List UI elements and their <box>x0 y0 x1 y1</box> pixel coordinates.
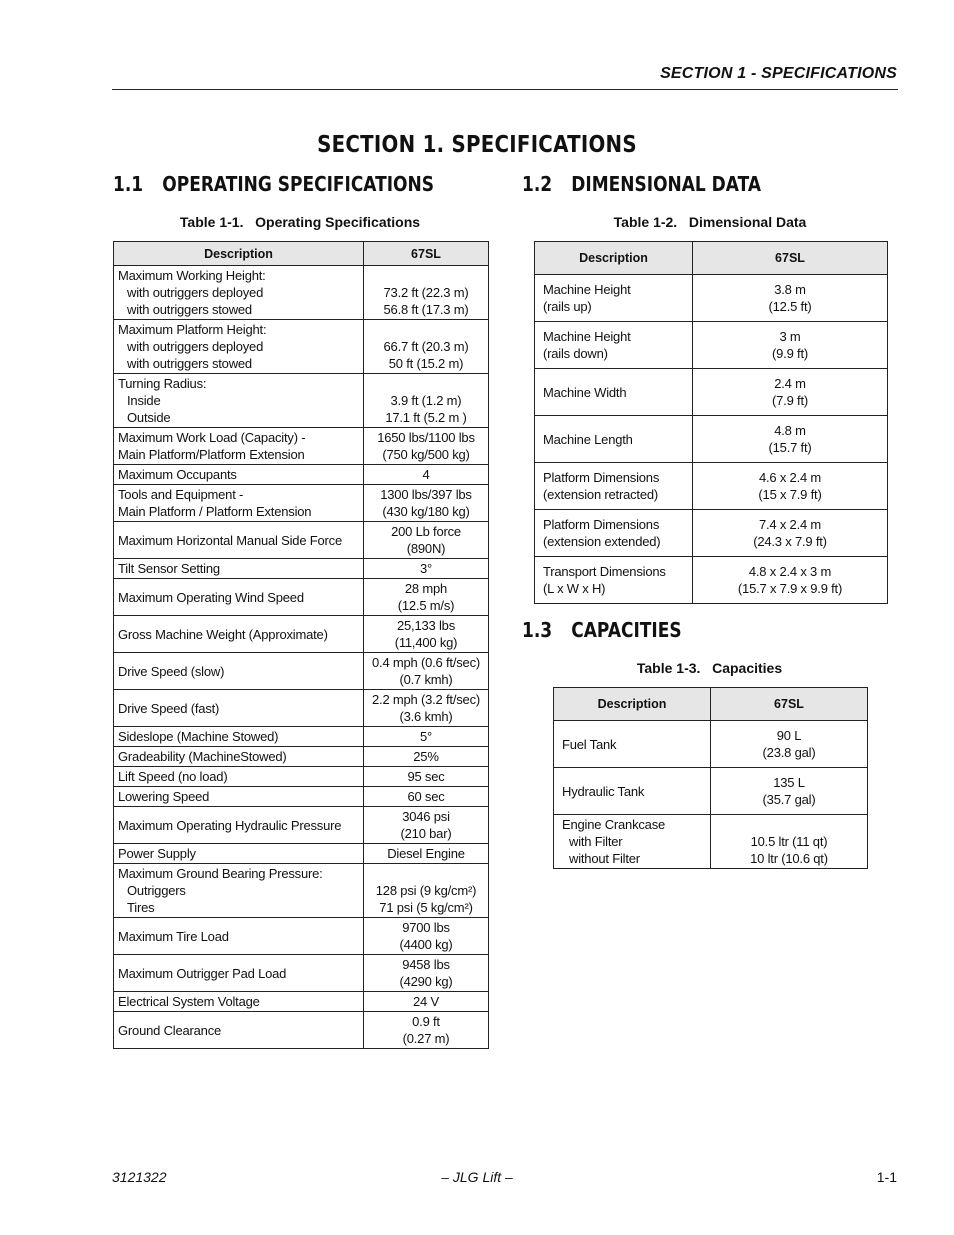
row-value <box>364 579 489 616</box>
row-description <box>114 787 364 807</box>
description-line: Maximum Ground Bearing Pressure: <box>118 866 323 881</box>
description-line: with Filter <box>569 834 623 849</box>
value-line: 9700 lbs <box>402 920 450 935</box>
table-row <box>554 768 868 815</box>
row-description <box>114 767 364 787</box>
table-row <box>554 815 868 869</box>
description-line: Drive Speed (slow) <box>118 663 225 679</box>
description-line: Sideslope (Machine Stowed) <box>118 729 279 744</box>
value-line: 7.4 x 2.4 m <box>758 517 822 532</box>
row-value <box>364 522 489 559</box>
value-line: (9.9 ft) <box>772 346 808 361</box>
row-description <box>535 369 693 416</box>
description-line: Lowering Speed <box>118 789 210 804</box>
table-row <box>114 559 489 579</box>
value-line: 0.4 mph (0.6 ft/sec) <box>372 655 480 670</box>
description-line: Maximum Platform Height: <box>118 322 267 337</box>
value-line: 60 sec <box>407 789 445 804</box>
value-line: (12.5 ft) <box>768 299 812 314</box>
row-value <box>364 465 489 485</box>
table-row <box>535 275 888 322</box>
description-line: Maximum Tire Load <box>118 928 229 944</box>
table-caption-capacities: Table 1-3. Capacities <box>636 660 783 676</box>
value-line: 4 <box>422 467 430 482</box>
section-title: DIMENSIONAL DATA <box>571 172 762 196</box>
description-line: Machine Height <box>543 282 631 297</box>
description-line: Maximum Work Load (Capacity) - <box>118 430 306 445</box>
table-row <box>535 463 888 510</box>
description-line: Tools and Equipment - <box>118 487 244 502</box>
description-line: (L x W x H) <box>543 581 606 596</box>
row-value <box>693 557 888 604</box>
description-line: (rails up) <box>543 299 592 314</box>
column-header-description: Description <box>554 688 711 721</box>
value-line: 25,133 lbs <box>397 618 455 633</box>
row-description <box>114 918 364 955</box>
value-line: (35.7 gal) <box>762 792 816 807</box>
value-line: (0.27 m) <box>402 1031 450 1046</box>
description-line: Machine Length <box>543 431 633 447</box>
value-line: (890N) <box>406 541 446 556</box>
row-description <box>114 992 364 1012</box>
row-description <box>554 815 711 869</box>
value-line: 2.4 m <box>774 376 806 391</box>
table-row <box>114 522 489 559</box>
row-description <box>114 374 364 428</box>
value-line: 28 mph <box>404 581 448 596</box>
row-description <box>554 721 711 768</box>
value-line: 95 sec <box>407 769 445 784</box>
description-line: Fuel Tank <box>562 736 617 752</box>
value-line: 3.9 ft (1.2 m) <box>390 393 462 408</box>
row-value <box>364 690 489 727</box>
value-line: (23.8 gal) <box>762 745 816 760</box>
section-number: 1.1 <box>113 172 144 196</box>
table-row <box>114 864 489 918</box>
description-line: Hydraulic Tank <box>562 783 645 799</box>
description-line: (extension retracted) <box>543 487 659 502</box>
document-number: 3121322 <box>112 1169 167 1185</box>
description-line: Tires <box>127 900 155 915</box>
row-value <box>364 616 489 653</box>
table-row <box>114 787 489 807</box>
value-line: 25% <box>413 749 439 764</box>
row-description <box>535 463 693 510</box>
row-description <box>114 844 364 864</box>
description-line: Maximum Occupants <box>118 467 237 482</box>
row-value <box>693 322 888 369</box>
row-description <box>535 322 693 369</box>
section-title: OPERATING SPECIFICATIONS <box>162 172 434 196</box>
description-line: Power Supply <box>118 846 196 861</box>
description-line: with outriggers stowed <box>127 356 252 371</box>
table-row <box>114 428 489 465</box>
table-row <box>114 653 489 690</box>
description-line: Main Platform / Platform Extension <box>118 504 312 519</box>
description-line: (extension extended) <box>543 534 661 549</box>
description-line: Maximum Working Height: <box>118 268 266 283</box>
table-row <box>535 510 888 557</box>
value-line: 17.1 ft (5.2 m ) <box>385 410 467 425</box>
value-line: (210 bar) <box>400 826 452 841</box>
description-line: Lift Speed (no load) <box>118 769 228 784</box>
description-line: Ground Clearance <box>118 1022 222 1038</box>
row-description <box>114 522 364 559</box>
value-line: (24.3 x 7.9 ft) <box>753 534 827 549</box>
row-value <box>364 374 489 428</box>
description-line: Turning Radius: <box>118 376 207 391</box>
description-line: Machine Width <box>543 384 627 400</box>
value-line: 66.7 ft (20.3 m) <box>383 339 469 354</box>
table-row <box>114 485 489 522</box>
row-value <box>693 463 888 510</box>
table-row <box>114 807 489 844</box>
row-description <box>114 727 364 747</box>
description-line: with outriggers stowed <box>127 302 252 317</box>
value-line: 1650 lbs/1100 lbs <box>377 430 475 445</box>
value-line: 1300 lbs/397 lbs <box>380 487 472 502</box>
description-line: without Filter <box>569 851 640 866</box>
row-value <box>364 787 489 807</box>
capacities-table <box>553 687 868 869</box>
value-line: 128 psi (9 kg/cm²) <box>375 883 477 898</box>
description-line: Maximum Horizontal Manual Side Force <box>118 532 342 548</box>
table-row <box>554 721 868 768</box>
row-description <box>114 807 364 844</box>
section-title: CAPACITIES <box>571 618 682 642</box>
value-line: (7.9 ft) <box>772 393 808 408</box>
value-line: 0.9 ft <box>412 1014 440 1029</box>
column-header-description: Description <box>535 242 693 275</box>
row-value <box>364 266 489 320</box>
row-description <box>554 768 711 815</box>
table-row <box>114 992 489 1012</box>
column-header-model: 67SL <box>711 688 868 721</box>
description-line: with outriggers deployed <box>127 339 264 354</box>
table-row <box>114 844 489 864</box>
section-heading-operating <box>113 172 434 196</box>
value-line: (11,400 kg) <box>394 635 458 650</box>
operating-specifications-table <box>113 241 489 1049</box>
value-line: 135 L <box>773 775 805 790</box>
row-value <box>364 955 489 992</box>
table-caption-dimensional: Table 1-2. Dimensional Data <box>613 214 807 230</box>
page-number: 1-1 <box>876 1169 897 1185</box>
value-line: (15.7 ft) <box>768 440 812 455</box>
row-value <box>364 428 489 465</box>
table-row <box>535 557 888 604</box>
running-header: SECTION 1 - SPECIFICATIONS <box>660 65 897 82</box>
description-line: Maximum Outrigger Pad Load <box>118 965 287 981</box>
value-line: (15.7 x 7.9 x 9.9 ft) <box>737 581 843 596</box>
value-line: Diesel Engine <box>387 846 465 861</box>
value-line: 3° <box>419 561 433 576</box>
row-description <box>114 465 364 485</box>
table-row <box>114 955 489 992</box>
row-value <box>364 485 489 522</box>
row-value <box>364 559 489 579</box>
table-caption-operating: Table 1-1. Operating Specifications <box>179 214 421 230</box>
value-line: 24 V <box>413 994 439 1009</box>
row-value <box>711 815 868 869</box>
row-value <box>364 727 489 747</box>
header-rule <box>112 89 898 90</box>
description-line: Inside <box>127 393 161 408</box>
value-line: 4.6 x 2.4 m <box>758 470 822 485</box>
column-header-model: 67SL <box>364 242 489 266</box>
row-description <box>114 616 364 653</box>
value-line: 4.8 x 2.4 x 3 m <box>748 564 832 579</box>
value-line: 71 psi (5 kg/cm²) <box>379 900 473 915</box>
row-value <box>364 864 489 918</box>
row-description <box>114 579 364 616</box>
table-row <box>114 1012 489 1049</box>
value-line: (15 x 7.9 ft) <box>758 487 822 502</box>
dimensional-data-table <box>534 241 888 604</box>
row-description <box>535 510 693 557</box>
row-description <box>114 864 364 918</box>
row-description <box>114 747 364 767</box>
value-line: 50 ft (15.2 m) <box>388 356 464 371</box>
row-value <box>364 807 489 844</box>
table-row <box>114 690 489 727</box>
row-description <box>114 559 364 579</box>
row-value <box>364 844 489 864</box>
value-line: 3.8 m <box>774 282 806 297</box>
row-description <box>114 690 364 727</box>
value-line: (3.6 kmh) <box>399 709 453 724</box>
section-number: 1.2 <box>522 172 553 196</box>
value-line: 9458 lbs <box>402 957 450 972</box>
row-value <box>364 1012 489 1049</box>
row-value <box>364 767 489 787</box>
description-line: Drive Speed (fast) <box>118 700 220 716</box>
row-description <box>535 275 693 322</box>
row-description <box>114 485 364 522</box>
table-row <box>114 616 489 653</box>
value-line: (430 kg/180 kg) <box>382 504 470 519</box>
table-row <box>114 747 489 767</box>
row-value <box>693 275 888 322</box>
row-description <box>114 955 364 992</box>
value-line: 5° <box>419 729 433 744</box>
row-value <box>711 768 868 815</box>
description-line: (rails down) <box>543 346 608 361</box>
value-line: 2.2 mph (3.2 ft/sec) <box>372 692 480 707</box>
row-value <box>364 653 489 690</box>
value-line: 3046 psi <box>402 809 450 824</box>
description-line: Outriggers <box>127 883 186 898</box>
description-line: with outriggers deployed <box>127 285 264 300</box>
description-line: Tilt Sensor Setting <box>118 561 220 576</box>
page-title: SECTION 1. SPECIFICATIONS <box>317 132 637 158</box>
section-heading-dimensional <box>522 172 761 196</box>
row-description <box>114 653 364 690</box>
table-row <box>114 266 489 320</box>
row-description <box>535 557 693 604</box>
value-line: (12.5 m/s) <box>397 598 455 613</box>
row-value <box>711 721 868 768</box>
row-value <box>364 747 489 767</box>
row-value <box>693 369 888 416</box>
row-value <box>364 918 489 955</box>
table-row <box>114 374 489 428</box>
description-line: Gradeability (MachineStowed) <box>118 749 287 764</box>
row-description <box>114 266 364 320</box>
column-header-description: Description <box>114 242 364 266</box>
description-line: Platform Dimensions <box>543 470 660 485</box>
value-line: (750 kg/500 kg) <box>382 447 470 462</box>
table-row <box>114 727 489 747</box>
description-line: Platform Dimensions <box>543 517 660 532</box>
column-header-model: 67SL <box>693 242 888 275</box>
section-heading-capacities <box>522 618 682 642</box>
value-line: (4290 kg) <box>399 974 453 989</box>
table-row <box>535 416 888 463</box>
description-line: Machine Height <box>543 329 631 344</box>
row-value <box>364 320 489 374</box>
description-line: Engine Crankcase <box>562 817 666 832</box>
row-description <box>114 1012 364 1049</box>
table-row <box>114 465 489 485</box>
table-row <box>114 579 489 616</box>
value-line: 4.8 m <box>774 423 806 438</box>
value-line: 73.2 ft (22.3 m) <box>383 285 469 300</box>
description-line: Maximum Operating Wind Speed <box>118 589 304 605</box>
value-line: (4400 kg) <box>399 937 453 952</box>
table-row <box>535 322 888 369</box>
table-row <box>114 918 489 955</box>
description-line: Maximum Operating Hydraulic Pressure <box>118 817 342 833</box>
footer-brand: – JLG Lift – <box>441 1169 513 1185</box>
value-line: (0.7 kmh) <box>399 672 453 687</box>
value-line: 10.5 ltr (11 qt) <box>750 834 828 849</box>
row-value <box>693 416 888 463</box>
value-line: 10 ltr (10.6 qt) <box>750 851 828 866</box>
description-line: Gross Machine Weight (Approximate) <box>118 626 328 642</box>
value-line: 3 m <box>779 329 801 344</box>
value-line: 56.8 ft (17.3 m) <box>383 302 469 317</box>
section-number: 1.3 <box>522 618 553 642</box>
table-row <box>114 320 489 374</box>
value-line: 90 L <box>776 728 802 743</box>
description-line: Transport Dimensions <box>543 564 666 579</box>
row-value <box>693 510 888 557</box>
row-description <box>535 416 693 463</box>
description-line: Main Platform/Platform Extension <box>118 447 305 462</box>
table-row <box>114 767 489 787</box>
row-value <box>364 992 489 1012</box>
row-description <box>114 320 364 374</box>
value-line: 200 Lb force <box>391 524 461 539</box>
row-description <box>114 428 364 465</box>
table-row <box>535 369 888 416</box>
description-line: Outside <box>127 410 171 425</box>
description-line: Electrical System Voltage <box>118 994 260 1009</box>
